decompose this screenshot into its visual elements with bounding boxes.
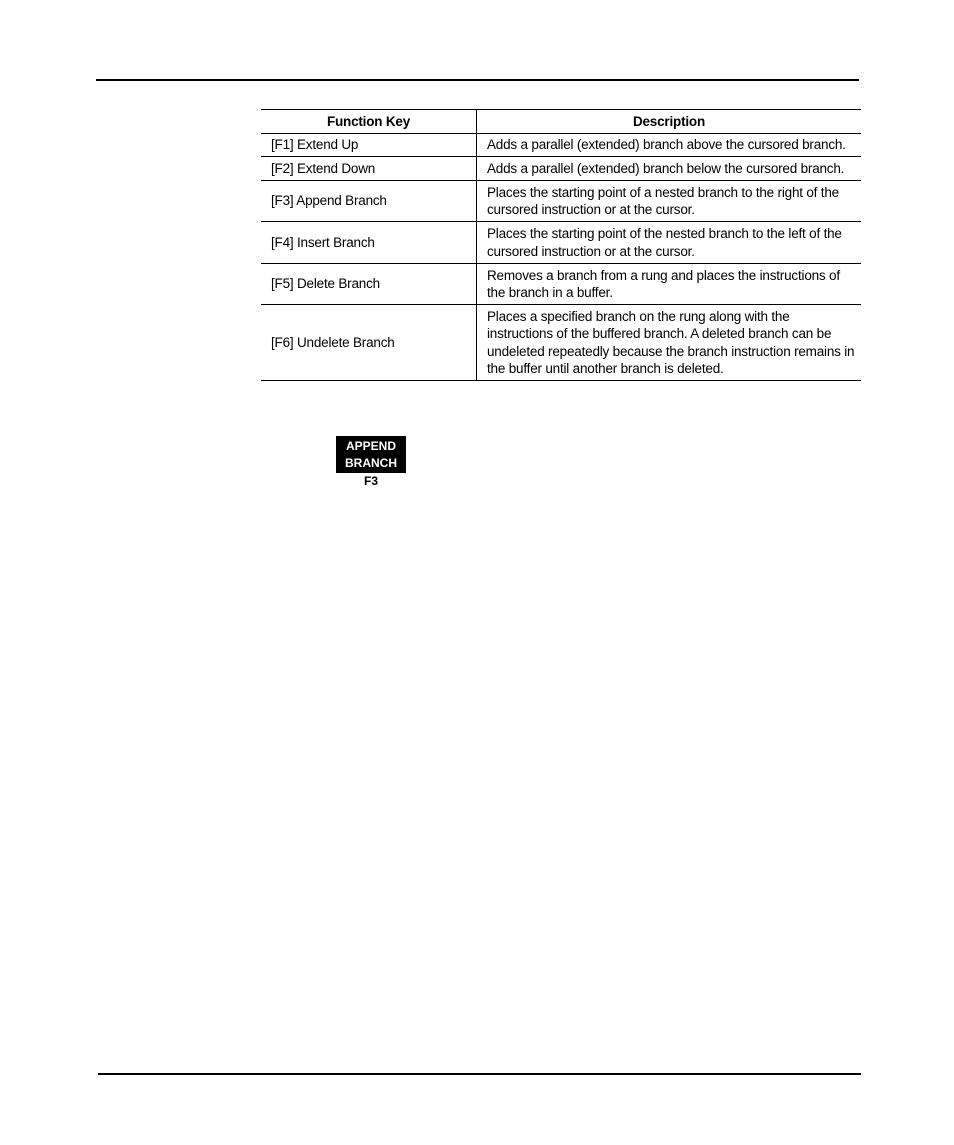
softkey-label-line1: APPEND: [345, 439, 396, 453]
description-cell: Places the starting point of a nested branch to the right of the cursored instruction or at the cursor.: [477, 181, 862, 222]
table-row: [261, 157, 861, 181]
function-key-cell: [F3] Append Branch: [261, 181, 477, 222]
function-key-cell: [F6] Undelete Branch: [261, 305, 477, 381]
column-header-function-key: Function Key: [261, 110, 477, 134]
table-row: [261, 134, 861, 157]
column-header-description: Description: [477, 110, 862, 134]
table-row: [261, 222, 861, 264]
function-key-cell: [F4] Insert Branch: [261, 222, 477, 264]
description-cell: Removes a branch from a rung and places the instructions of the branch in a buffer.: [477, 264, 862, 305]
table-row: [261, 305, 861, 381]
softkey-label-line2: BRANCH: [345, 455, 397, 470]
function-key-cell: [F1] Extend Up: [261, 134, 477, 157]
table-row: [261, 264, 861, 305]
function-key-cell: [F2] Extend Down: [261, 157, 477, 181]
description-cell: Adds a parallel (extended) branch above the cursored branch.: [477, 134, 862, 157]
header-rule: [96, 79, 859, 81]
softkey-function-key: F3: [363, 474, 378, 488]
footer-rule: [98, 1073, 861, 1075]
table-row: [261, 181, 861, 222]
description-cell: Places the starting point of the nested branch to the left of the cursored instruction or at the cursor.: [477, 222, 862, 264]
table-header-row: [261, 110, 861, 134]
append-branch-softkey: [336, 436, 406, 473]
description-cell: Places a specified branch on the rung along with the instructions of the buffered branch. A deleted branch can be undeleted repeatedly because the branch instruction remains in the buffer until another branch is deleted.: [477, 305, 862, 381]
function-key-table: [261, 109, 861, 381]
description-cell: Adds a parallel (extended) branch below the cursored branch.: [477, 157, 862, 181]
function-key-cell: [F5] Delete Branch: [261, 264, 477, 305]
